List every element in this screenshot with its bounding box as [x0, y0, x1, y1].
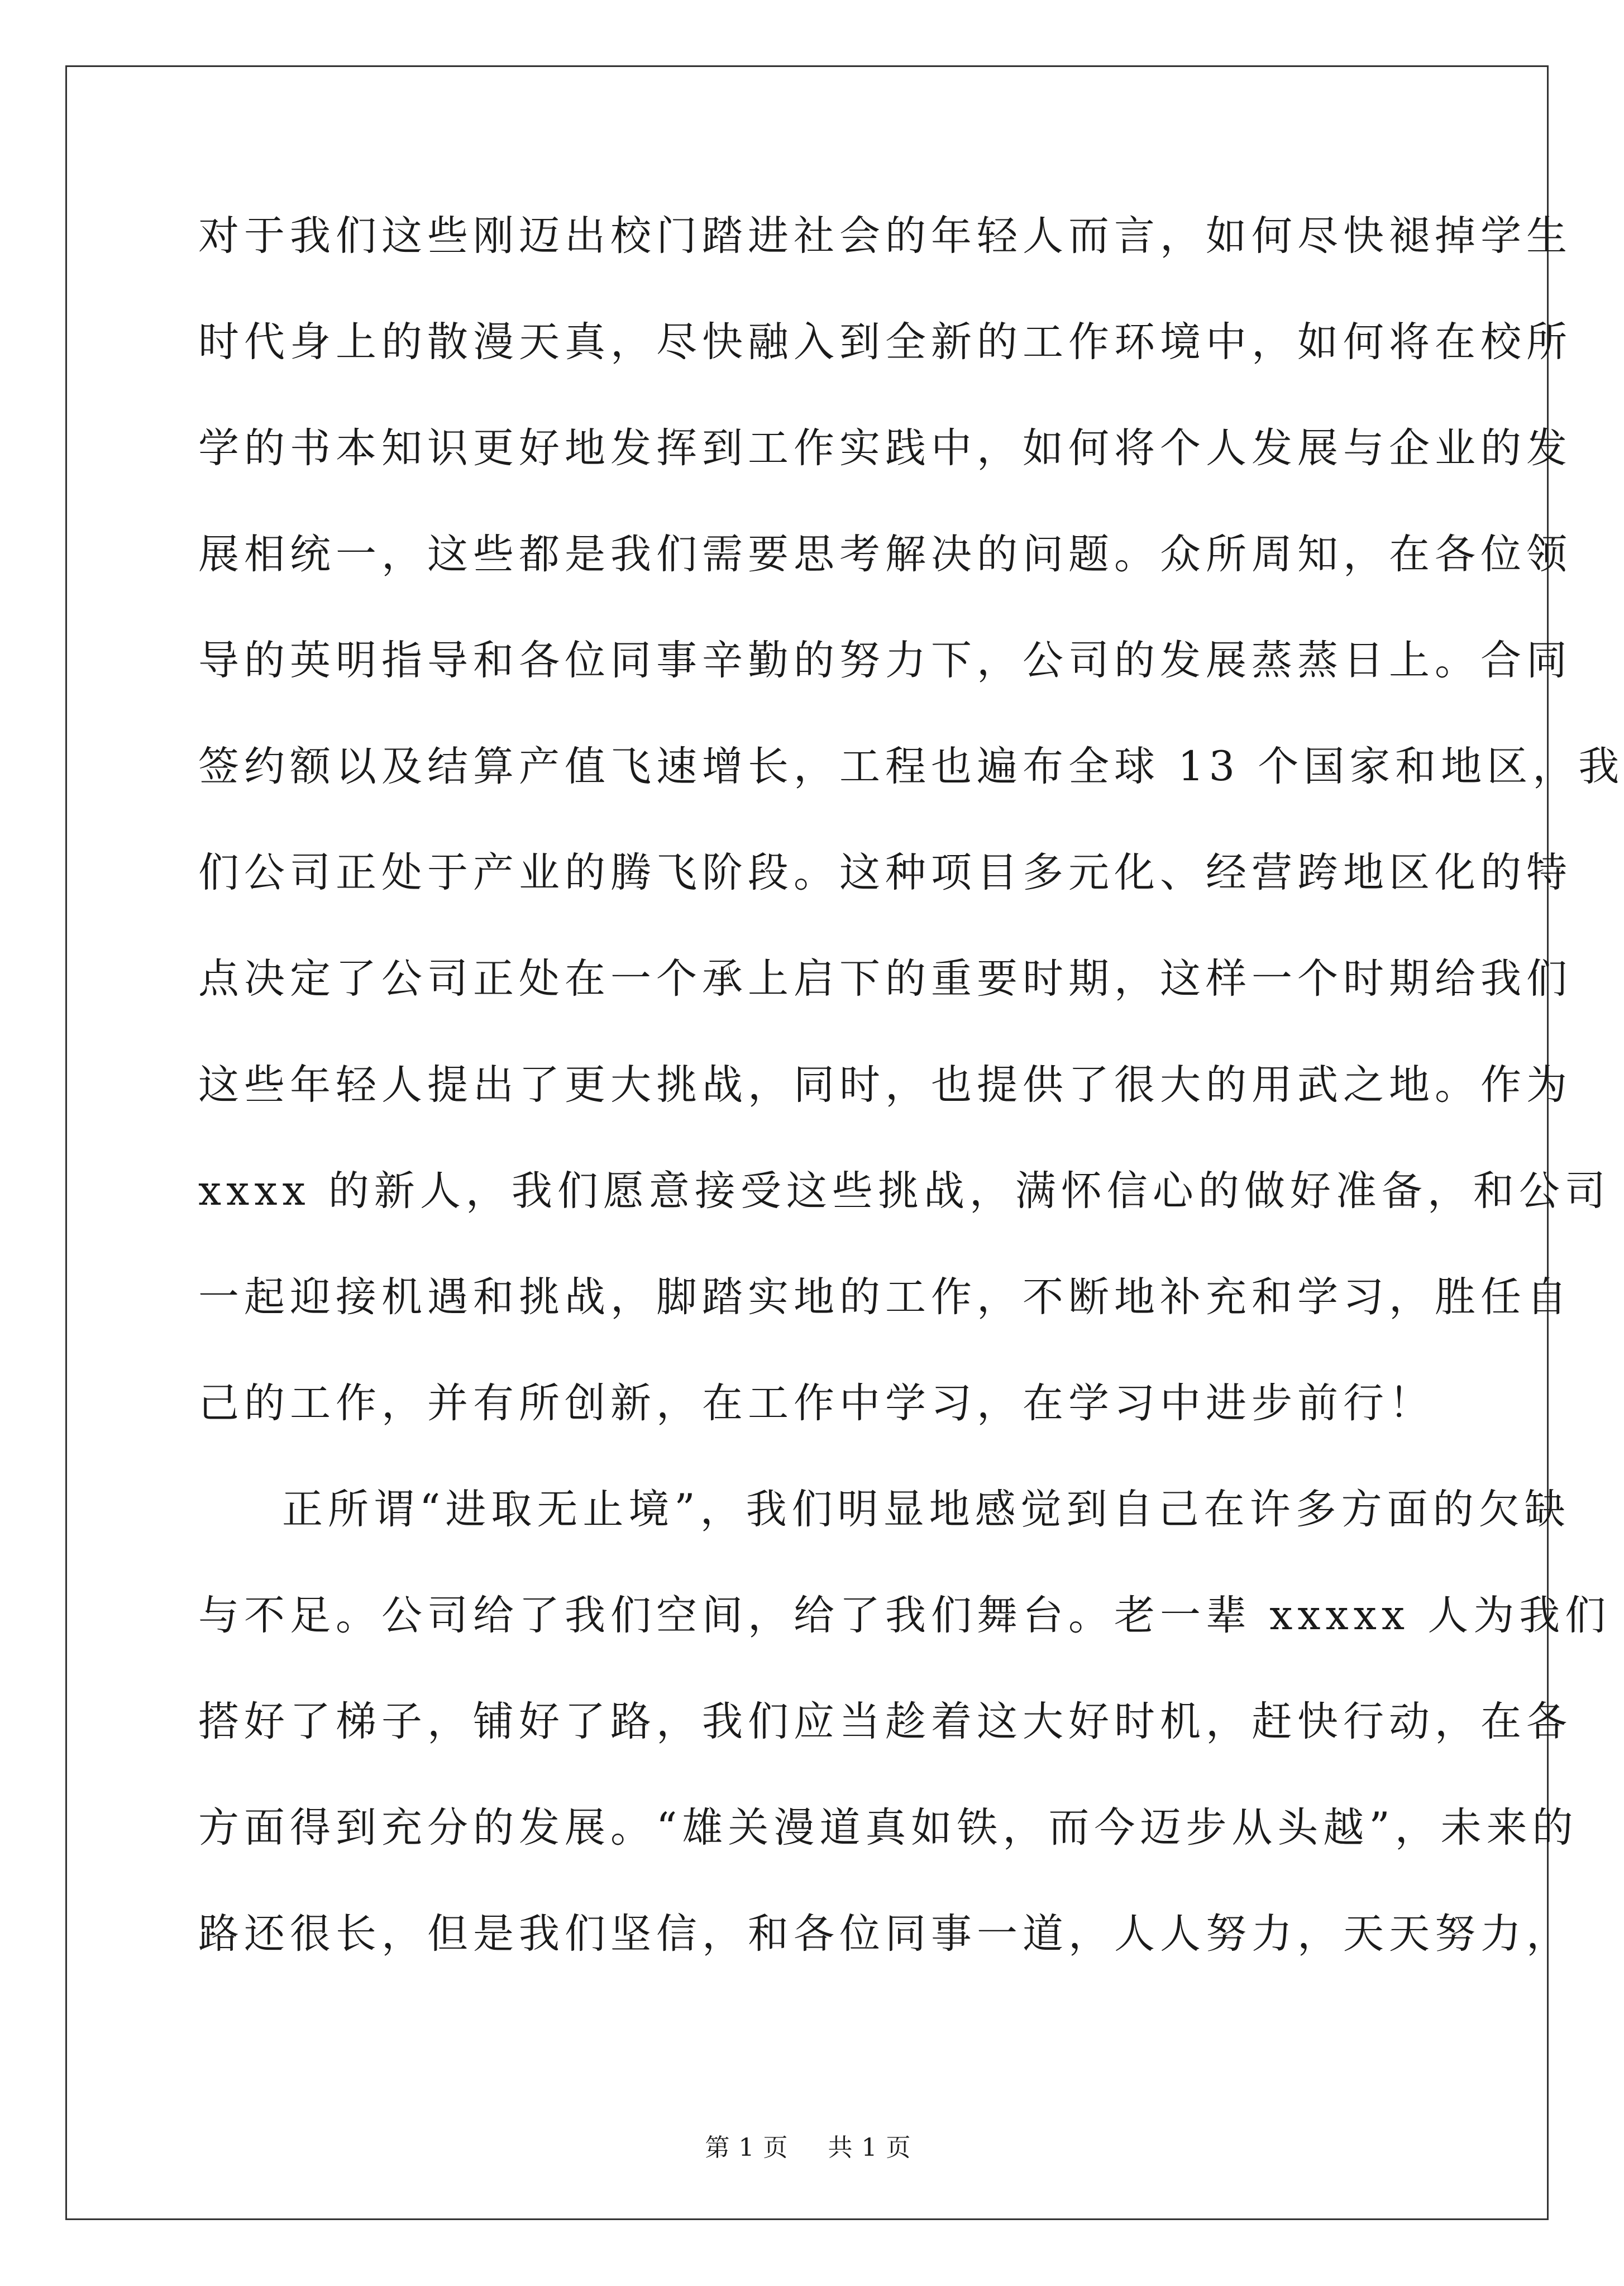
text-line-1: 对于我们这些刚迈出校门踏进社会的年轻人而言，如何尽快褪掉学生	[198, 212, 1572, 260]
text-line-10: xxxx 的新人，我们愿意接受这些挑战，满怀信心的做好准备，和公司	[198, 1167, 1611, 1215]
text-line-8: 点决定了公司正处在一个承上启下的重要时期，这样一个时期给我们	[198, 955, 1572, 1003]
text-line-12: 己的工作，并有所创新，在工作中学习，在学习中进步前行！	[198, 1380, 1435, 1427]
text-line-9: 这些年轻人提出了更大挑战，同时，也提供了很大的用武之地。作为	[198, 1061, 1572, 1109]
text-line-3: 学的书本知识更好地发挥到工作实践中，如何将个人发展与企业的发	[198, 424, 1572, 472]
text-line-15: 搭好了梯子，铺好了路，我们应当趁着这大好时机，赶快行动，在各	[198, 1698, 1572, 1745]
document-body	[198, 209, 1624, 2013]
text-line-16: 方面得到充分的发展。“雄关漫道真如铁，而今迈步从头越”，未来的	[198, 1804, 1578, 1851]
text-line-5: 导的英明指导和各位同事辛勤的努力下，公司的发展蒸蒸日上。合同	[198, 637, 1572, 684]
text-line-13: 正所谓“进取无止境”，我们明显地感觉到自己在许多方面的欠缺	[282, 1486, 1570, 1533]
text-line-7: 们公司正处于产业的腾飞阶段。这种项目多元化、经营跨地区化的特	[198, 849, 1572, 896]
page-footer	[0, 2132, 1616, 2164]
text-line-6: 签约额以及结算产值飞速增长，工程也遍布全球 13 个国家和地区，我	[198, 743, 1624, 790]
page-number: 第 1 页	[705, 2134, 789, 2162]
text-line-2: 时代身上的散漫天真，尽快融入到全新的工作环境中，如何将在校所	[198, 318, 1572, 366]
page-total: 共 1 页	[828, 2134, 911, 2162]
text-line-17: 路还很长，但是我们坚信，和各位同事一道，人人努力，天天努力，	[198, 1910, 1572, 1958]
text-line-4: 展相统一，这些都是我们需要思考解决的问题。众所周知，在各位领	[198, 531, 1572, 578]
text-line-14: 与不足。公司给了我们空间，给了我们舞台。老一辈 xxxxx 人为我们	[198, 1592, 1611, 1639]
text-line-11: 一起迎接机遇和挑战，脚踏实地的工作，不断地补充和学习，胜任自	[198, 1273, 1572, 1321]
